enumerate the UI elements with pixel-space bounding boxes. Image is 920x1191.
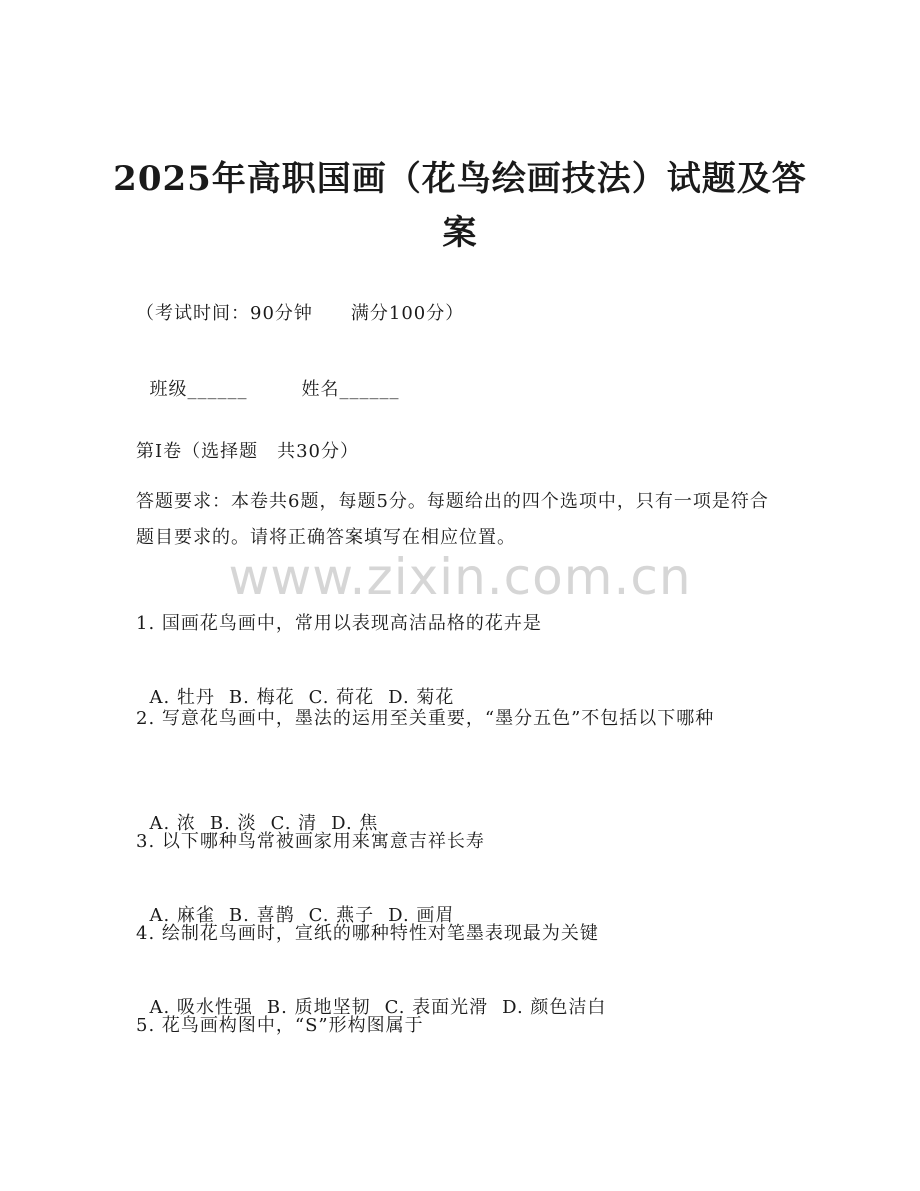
- option-b: B. 喜鹊: [228, 905, 295, 926]
- question-2-text: 2. 写意花鸟画中，墨法的运用至关重要，“墨分五色”不包括以下哪种: [136, 708, 715, 729]
- section-heading: 第I卷（选择题 共30分）: [136, 441, 360, 462]
- watermark: www.zixin.com.cn: [228, 548, 692, 606]
- question-1-text: 1. 国画花鸟画中，常用以表现高洁品格的花卉是: [136, 613, 542, 634]
- option-a: A. 吸水性强: [149, 997, 253, 1018]
- option-b: B. 质地坚韧: [266, 997, 371, 1018]
- name-field-label: 姓名______: [301, 379, 400, 400]
- section-instructions: 答题要求：本卷共6题，每题5分。每题给出的四个选项中，只有一项是符合题目要求的。请将正确答案填写在相应位置。: [136, 491, 769, 548]
- option-a: A. 浓: [149, 813, 196, 834]
- option-c: C. 燕子: [308, 905, 375, 926]
- option-d: D. 颜色洁白: [502, 997, 607, 1018]
- option-d: D. 画眉: [388, 905, 455, 926]
- question-5-text: 5. 花鸟画构图中，“S”形构图属于: [136, 1015, 424, 1036]
- option-a: A. 麻雀: [149, 905, 215, 926]
- option-b: B. 梅花: [228, 687, 295, 708]
- option-c: C. 清: [270, 813, 318, 834]
- exam-info: （考试时间：90分钟 满分100分）: [136, 303, 465, 324]
- option-d: D. 菊花: [388, 687, 455, 708]
- option-a: A. 牡丹: [149, 687, 215, 708]
- option-d: D. 焦: [331, 813, 379, 834]
- question-4-text: 4. 绘制花鸟画时，宣纸的哪种特性对笔墨表现最为关键: [136, 923, 599, 944]
- document-title: 2025年高职国画（花鸟绘画技法）试题及答案: [113, 159, 807, 253]
- class-field-label: 班级______: [149, 379, 248, 400]
- option-b: B. 淡: [209, 813, 257, 834]
- option-c: C. 表面光滑: [384, 997, 489, 1018]
- option-c: C. 荷花: [308, 687, 375, 708]
- student-info-row: [136, 348, 786, 404]
- question-3-text: 3. 以下哪种鸟常被画家用来寓意吉祥长寿: [136, 831, 485, 852]
